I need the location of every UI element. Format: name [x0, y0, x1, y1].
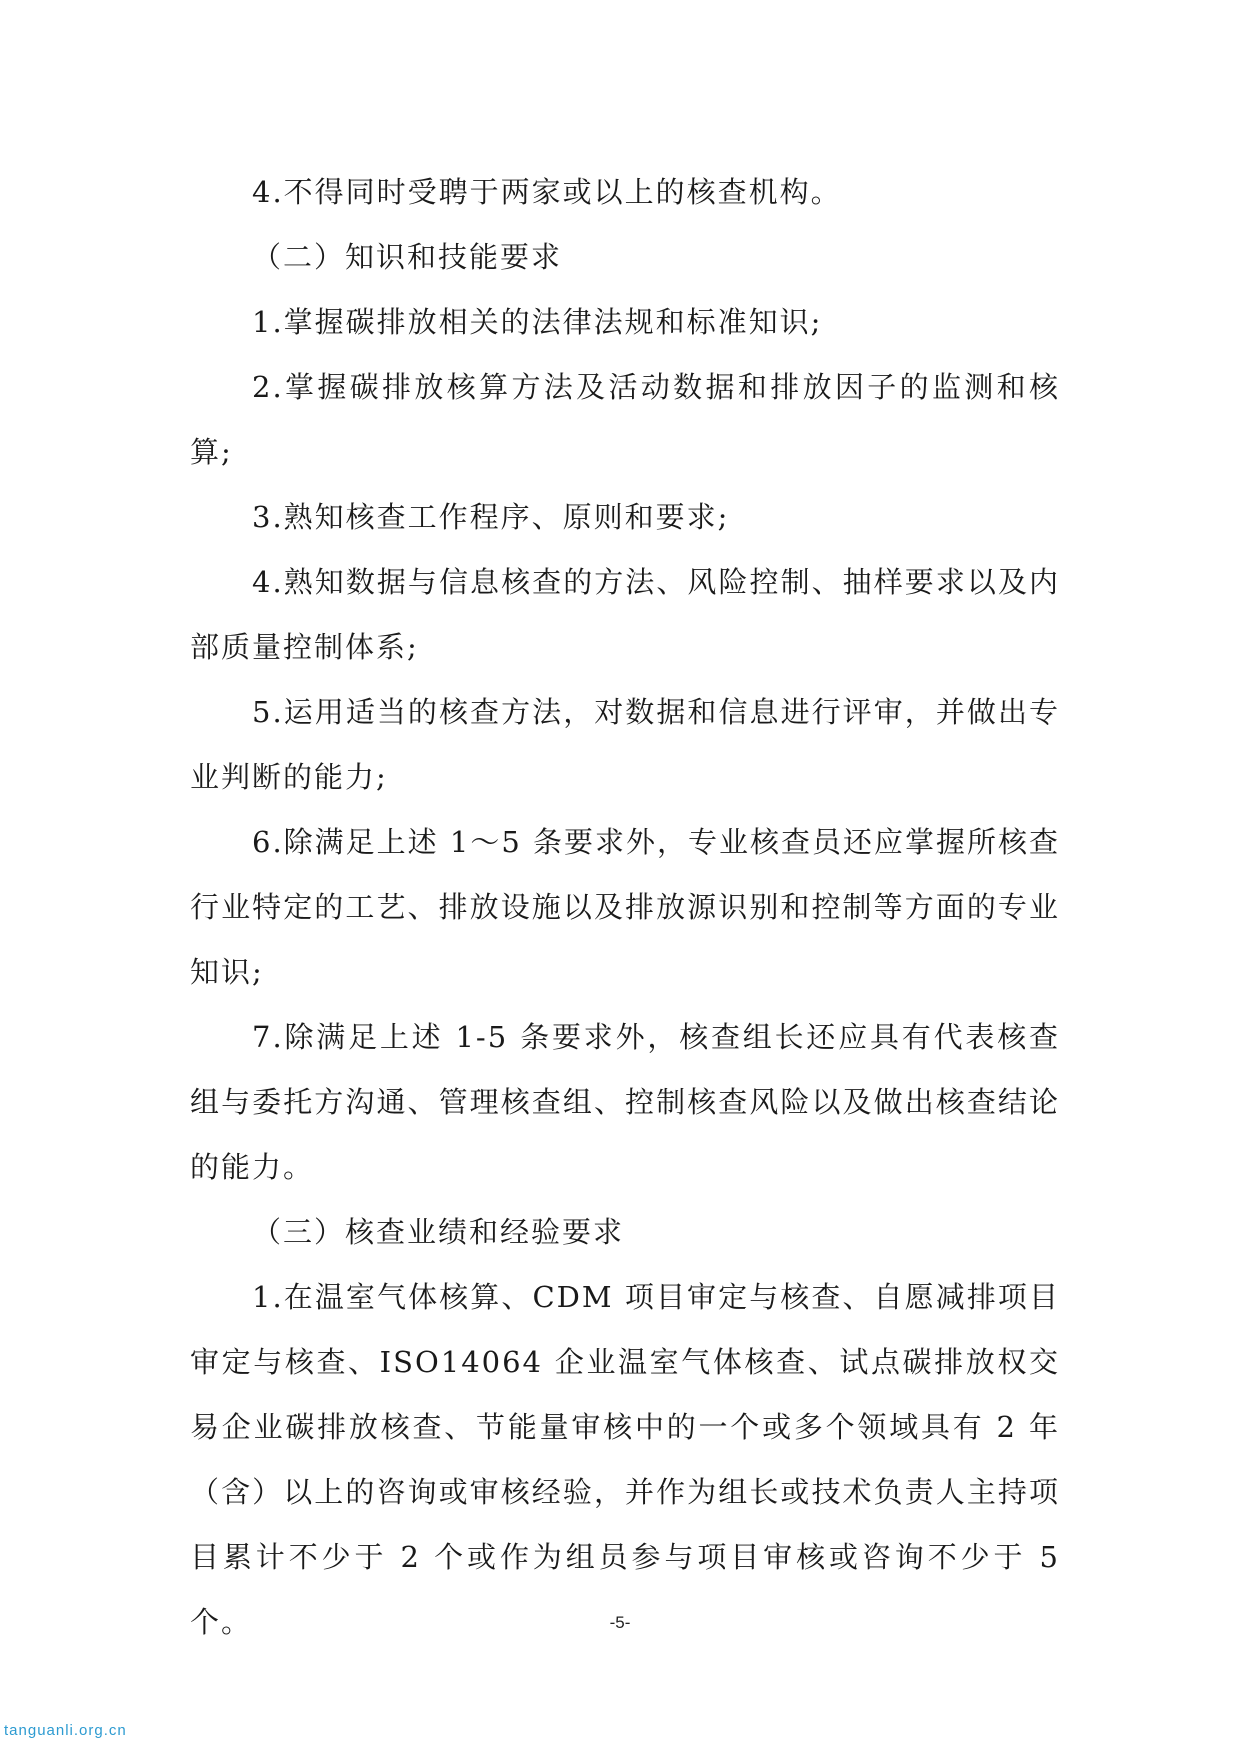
- paragraph-item-4-no-dual-employment: 4.不得同时受聘于两家或以上的核查机构。: [252, 175, 842, 209]
- paragraph-skill-5: 5.运用适当的核查方法，对数据和信息进行评审，并做出专业判断的能力;: [190, 695, 1060, 794]
- paragraph-experience-1: 1.在温室气体核算、CDM 项目审定与核查、自愿减排项目审定与核查、ISO14064 企业温室气体核查、试点碳排放权交易企业碳排放核查、节能量审核中的一个或多个领域具有 2 年（含）以上的咨询或审核经验，并作为组长或技术负责人主持项目累计不少于 2 个或作为组员参与项目审核或咨询不少于 5 个。: [190, 1280, 1060, 1639]
- paragraph-skill-3: 3.熟知核查工作程序、原则和要求;: [252, 500, 730, 534]
- paragraph-skill-7: 7.除满足上述 1-5 条要求外，核查组长还应具有代表核查组与委托方沟通、管理核查组、控制核查风险以及做出核查结论的能力。: [190, 1020, 1060, 1184]
- document-body: [190, 160, 1060, 1655]
- page-number: -5-: [609, 1613, 631, 1632]
- site-watermark: tanguanli.org.cn: [4, 1722, 127, 1739]
- section-heading-knowledge-skills: （二）知识和技能要求: [252, 240, 563, 274]
- paragraph-skill-2: 2.掌握碳排放核算方法及活动数据和排放因子的监测和核算;: [190, 370, 1060, 469]
- section-heading-experience: （三）核查业绩和经验要求: [252, 1215, 625, 1249]
- paragraph-skill-1: 1.掌握碳排放相关的法律法规和标准知识;: [252, 305, 823, 339]
- paragraph-skill-6: 6.除满足上述 1～5 条要求外，专业核查员还应掌握所核查行业特定的工艺、排放设施以及排放源识别和控制等方面的专业知识;: [190, 825, 1061, 989]
- paragraph-skill-4: 4.熟知数据与信息核查的方法、风险控制、抽样要求以及内部质量控制体系;: [190, 565, 1060, 664]
